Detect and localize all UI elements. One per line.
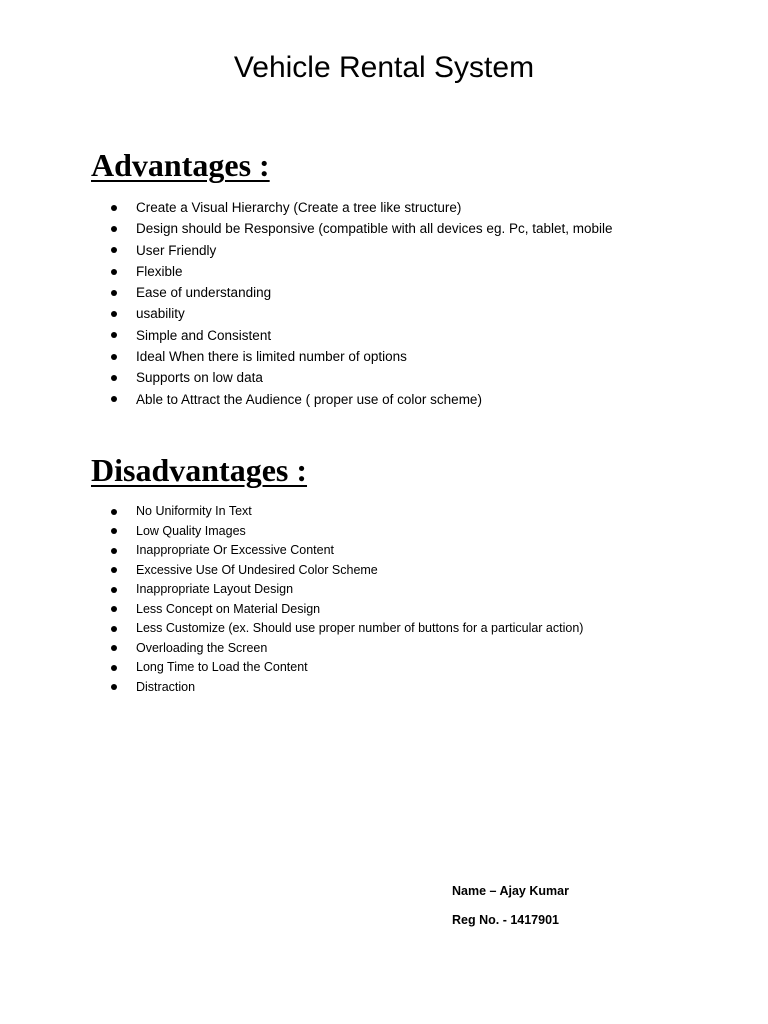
bullet-icon: [111, 645, 117, 651]
list-item-text: Overloading the Screen: [136, 640, 268, 655]
bullet-icon: [111, 396, 117, 402]
bullet-icon: [111, 567, 117, 573]
bullet-icon: [111, 684, 117, 690]
list-item-text: No Uniformity In Text: [136, 504, 252, 518]
list-item: [108, 325, 613, 346]
list-item: [108, 389, 613, 410]
list-item: [108, 261, 613, 282]
list-item-text: Long Time to Load the Content: [136, 660, 308, 674]
list-item-text: Low Quality Images: [136, 523, 246, 538]
bullet-icon: [111, 665, 117, 671]
list-item: [108, 561, 583, 581]
list-item: [108, 600, 583, 620]
disadvantages-list: [108, 502, 583, 697]
list-item: [108, 658, 583, 678]
list-item-text: Inappropriate Layout Design: [136, 582, 294, 596]
bullet-icon: [111, 509, 117, 515]
list-item: [108, 502, 583, 522]
advantages-list: [108, 197, 613, 410]
bullet-icon: [111, 587, 117, 593]
list-item-text: Create a Visual Hierarchy (Create a tree like structure): [136, 200, 462, 215]
bullet-icon: [111, 269, 117, 275]
list-item-text: usability: [136, 306, 185, 322]
list-item: [108, 240, 613, 261]
list-item: [108, 367, 613, 388]
list-item-text: Simple and Consistent: [136, 327, 272, 343]
list-item-text: Distraction: [136, 679, 196, 694]
bullet-icon: [111, 332, 117, 338]
disadvantages-heading: Disadvantages :: [91, 452, 308, 488]
list-item: [108, 639, 583, 659]
list-item-text: Supports on low data: [136, 370, 263, 386]
bullet-icon: [111, 247, 117, 253]
list-item-text: Inappropriate Or Excessive Content: [136, 543, 335, 557]
list-item-text: Ideal When there is limited number of options: [136, 349, 407, 365]
list-item-text: Less Concept on Material Design: [136, 601, 321, 616]
list-item: [108, 619, 583, 639]
bullet-icon: [111, 205, 117, 211]
list-item: [108, 522, 583, 542]
registration-number: Reg No. - 1417901: [452, 913, 559, 927]
advantages-heading: Advantages :: [91, 147, 270, 183]
bullet-icon: [111, 375, 117, 381]
list-item-text: Excessive Use Of Undesired Color Scheme: [136, 562, 378, 577]
document-title: Vehicle Rental System: [233, 51, 535, 84]
list-item-text: User Friendly: [136, 242, 217, 258]
bullet-icon: [111, 548, 117, 554]
list-item: [108, 197, 613, 218]
bullet-icon: [111, 528, 117, 534]
list-item: [108, 218, 613, 239]
bullet-icon: [111, 290, 117, 296]
list-item: [108, 282, 613, 303]
bullet-icon: [111, 311, 117, 317]
author-name: Name – Ajay Kumar: [452, 884, 569, 898]
list-item: [108, 580, 583, 600]
list-item: [108, 346, 613, 367]
list-item: [108, 678, 583, 698]
list-item: [108, 303, 613, 324]
bullet-icon: [111, 626, 117, 632]
list-item-text: Less Customize (ex. Should use proper number of buttons for a particular action): [136, 621, 584, 635]
list-item-text: Flexible: [136, 263, 183, 279]
bullet-icon: [111, 354, 117, 360]
list-item: [108, 541, 583, 561]
list-item-text: Ease of understanding: [136, 285, 272, 301]
list-item-text: Able to Attract the Audience ( proper use of color scheme): [136, 391, 482, 407]
list-item-text: Design should be Responsive (compatible with all devices eg. Pc, tablet, mobile: [136, 221, 613, 237]
bullet-icon: [111, 606, 117, 612]
bullet-icon: [111, 226, 117, 232]
